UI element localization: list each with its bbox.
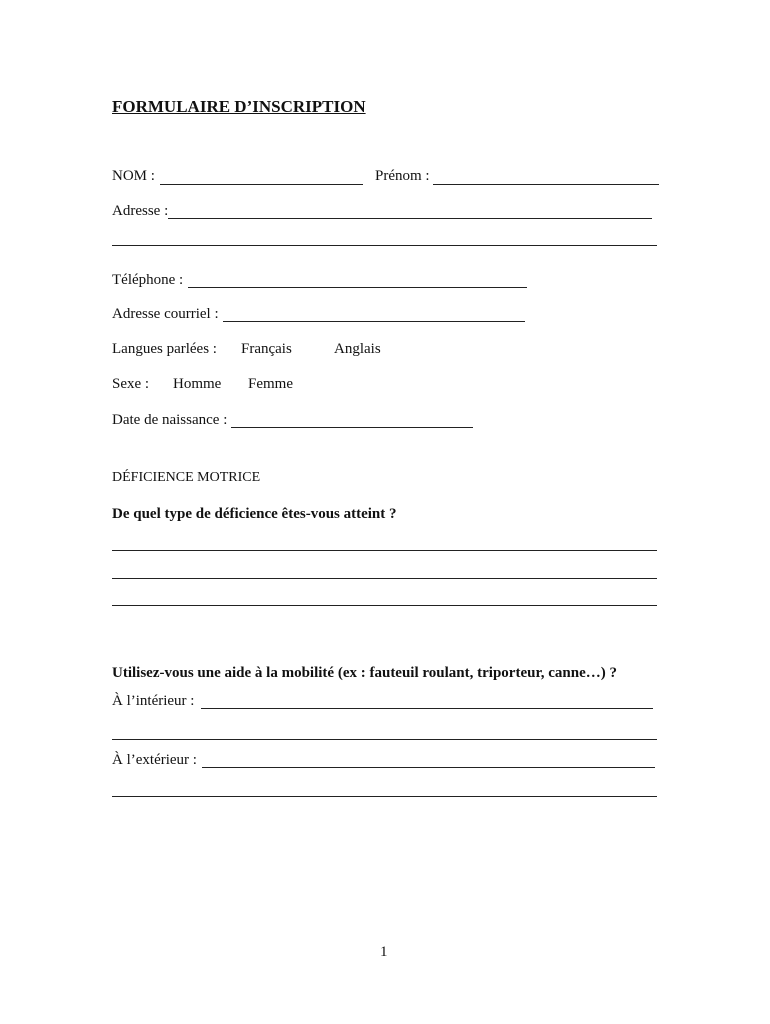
adresse-label: Adresse : bbox=[112, 203, 169, 219]
sexe-label: Sexe : bbox=[112, 376, 150, 392]
telephone-label: Téléphone : bbox=[112, 272, 184, 288]
form-title: FORMULAIRE D’INSCRIPTION bbox=[112, 97, 366, 116]
exterieur-label: À l’extérieur : bbox=[112, 752, 197, 768]
telephone-input-line[interactable] bbox=[188, 287, 527, 288]
langues-label: Langues parlées : bbox=[112, 341, 217, 357]
section-heading: DÉFICIENCE MOTRICE bbox=[112, 470, 261, 485]
page-number: 1 bbox=[380, 944, 388, 960]
courriel-label: Adresse courriel : bbox=[112, 306, 219, 322]
adresse-input-line[interactable] bbox=[168, 218, 652, 219]
deficience-answer-line-1[interactable] bbox=[112, 550, 657, 551]
langue-option-anglais[interactable]: Anglais bbox=[334, 341, 381, 357]
exterieur-input-line[interactable] bbox=[202, 767, 655, 768]
naissance-label: Date de naissance : bbox=[112, 412, 228, 428]
deficience-answer-line-3[interactable] bbox=[112, 605, 657, 606]
adresse-input-line-2[interactable] bbox=[112, 245, 657, 246]
interieur-label: À l’intérieur : bbox=[112, 693, 195, 709]
prenom-label: Prénom : bbox=[375, 168, 430, 184]
interieur-input-line-2[interactable] bbox=[112, 739, 657, 740]
sexe-option-homme[interactable]: Homme bbox=[173, 376, 222, 392]
nom-input-line[interactable] bbox=[160, 184, 363, 185]
interieur-input-line[interactable] bbox=[201, 708, 653, 709]
sexe-option-femme[interactable]: Femme bbox=[248, 376, 293, 392]
naissance-input-line[interactable] bbox=[231, 427, 473, 428]
deficience-answer-line-2[interactable] bbox=[112, 578, 657, 579]
langue-option-francais[interactable]: Français bbox=[241, 341, 292, 357]
exterieur-input-line-2[interactable] bbox=[112, 796, 657, 797]
courriel-input-line[interactable] bbox=[223, 321, 525, 322]
question-deficience: De quel type de déficience êtes-vous atteint ? bbox=[112, 506, 397, 522]
prenom-input-line[interactable] bbox=[433, 184, 659, 185]
nom-label: NOM : bbox=[112, 168, 155, 184]
question-mobilite: Utilisez-vous une aide à la mobilité (ex : fauteuil roulant, triporteur, canne…) ? bbox=[112, 665, 617, 681]
